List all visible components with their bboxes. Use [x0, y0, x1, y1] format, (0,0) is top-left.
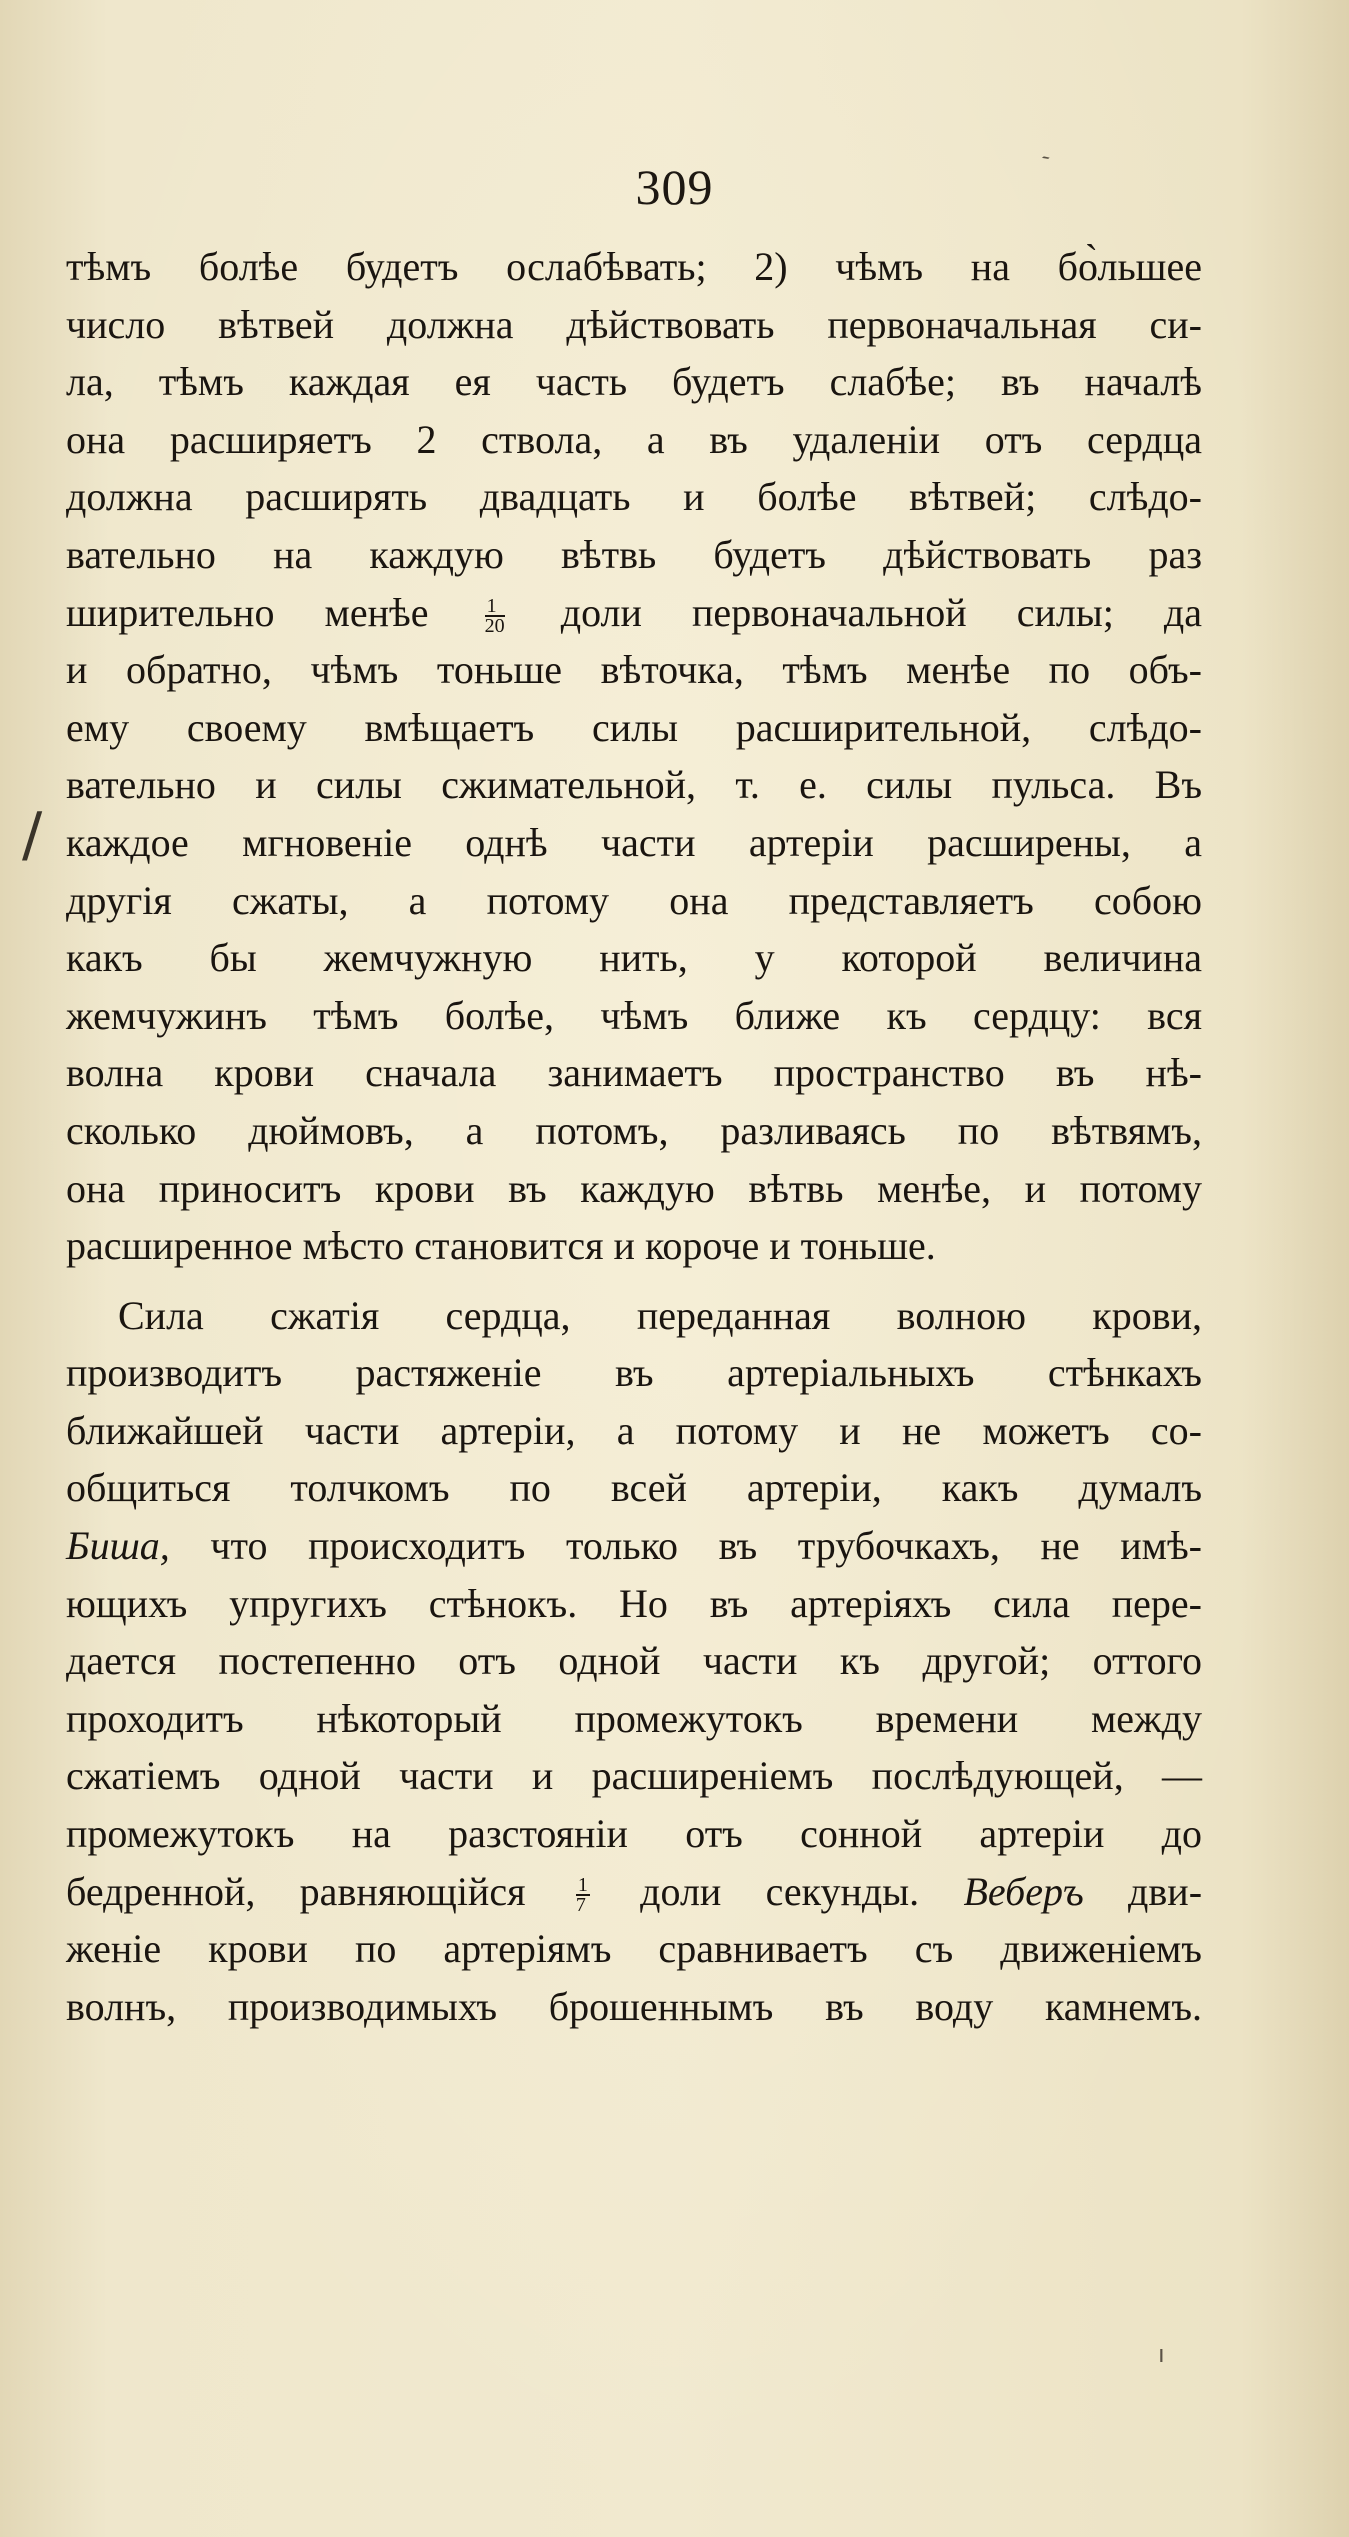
fraction — [575, 1874, 590, 1917]
text-line: сколько дюймовъ, а потомъ, разливаясь по вѣтвямъ, — [66, 1107, 1202, 1153]
text-line: ла, тѣмъ каждая ея часть будетъ слабѣе; въ началѣ — [66, 359, 1202, 405]
paragraph — [66, 1287, 1202, 2036]
text-line: каждое мгновеніе однѣ части артеріи расширены, а — [66, 819, 1202, 865]
text-segment: доли первоначальной силы; да — [560, 589, 1203, 635]
page-speck: ˋ — [1038, 149, 1069, 181]
paragraph-gap — [66, 1275, 1202, 1287]
italic-name: Биша, — [66, 1523, 170, 1569]
text-line: и обратно, чѣмъ тоньше вѣточка, тѣмъ менѣе по объ- — [66, 647, 1202, 693]
text-line — [66, 1863, 1202, 1921]
text-line: расширенное мѣсто становится и короче и тоньше. — [66, 1223, 936, 1269]
italic-name: Веберъ — [963, 1868, 1084, 1914]
body-text — [66, 238, 1202, 2035]
text-line: ближайшей части артеріи, а потому и не можетъ со- — [66, 1407, 1202, 1453]
fraction — [484, 595, 505, 638]
text-line: женіе крови по артеріямъ сравниваетъ съ движеніемъ — [66, 1926, 1202, 1972]
text-line: волнъ, производимыхъ брошеннымъ въ воду камнемъ. — [66, 1983, 1202, 2029]
text-line: общиться толчкомъ по всей артеріи, какъ думалъ — [66, 1465, 1202, 1511]
paragraph — [66, 238, 1202, 1275]
text-line — [66, 1517, 1202, 1575]
text-line: тѣмъ болѣе будетъ ослабѣвать; 2) чѣмъ на бо̀льшее — [66, 244, 1202, 289]
text-segment: ширительно менѣе — [66, 589, 429, 635]
text-line: она приноситъ крови въ каждую вѣтвь менѣе, и потому — [66, 1165, 1202, 1211]
fraction-numerator: 1 — [485, 597, 505, 617]
text-line: ющихъ упругихъ стѣнокъ. Но въ артеріяхъ сила пере- — [66, 1580, 1202, 1626]
text-line: производитъ растяженіе въ артеріальныхъ стѣнкахъ — [66, 1350, 1202, 1396]
fraction-denominator: 7 — [575, 1894, 586, 1917]
text-segment: дви- — [1128, 1868, 1203, 1914]
text-segment: доли секунды. — [640, 1868, 920, 1914]
text-line: жемчужинъ тѣмъ болѣе, чѣмъ ближе къ сердцу: вся — [66, 992, 1202, 1038]
text-line: дается постепенно отъ одной части къ другой; оттого — [66, 1638, 1202, 1684]
text-line: промежутокъ на разстояніи отъ сонной артеріи до — [66, 1811, 1202, 1857]
text-line: волна крови сначала занимаетъ пространство въ нѣ- — [66, 1050, 1202, 1096]
page-speck: ı — [1158, 2340, 1165, 2368]
text-line: проходитъ нѣкоторый промежутокъ времени между — [66, 1695, 1202, 1741]
text-line: она расширяетъ 2 ствола, а въ удаленіи отъ сердца — [66, 416, 1202, 462]
text-line — [66, 584, 1202, 642]
text-line: число вѣтвей должна дѣйствовать первоначальная си- — [66, 301, 1202, 347]
page-speck: / — [22, 800, 43, 870]
text-segment: бедренной, равняющійся — [66, 1868, 526, 1914]
text-line: должна расширять двадцать и болѣе вѣтвей; слѣдо- — [66, 474, 1202, 520]
text-line: сжатіемъ одной части и расширеніемъ послѣдующей, — — [66, 1753, 1202, 1799]
text-line: вательно на каждую вѣтвь будетъ дѣйствовать раз — [66, 531, 1202, 577]
text-segment: что происходитъ только въ трубочкахъ, не имѣ- — [210, 1523, 1203, 1569]
page-number: 309 — [635, 159, 714, 215]
text-line: какъ бы жемчужную нить, у которой величина — [66, 935, 1202, 981]
text-line: другія сжаты, а потому она представляетъ собою — [66, 877, 1202, 923]
text-line: ему своему вмѣщаетъ силы расширительной, слѣдо- — [66, 704, 1202, 750]
fraction-numerator: 1 — [577, 1874, 588, 1897]
text-line: Сила сжатія сердца, переданная волною крови, — [118, 1292, 1202, 1338]
text-line: вательно и силы сжимательной, т. е. силы пульса. Въ — [66, 762, 1202, 808]
fraction-denominator: 20 — [484, 615, 505, 638]
